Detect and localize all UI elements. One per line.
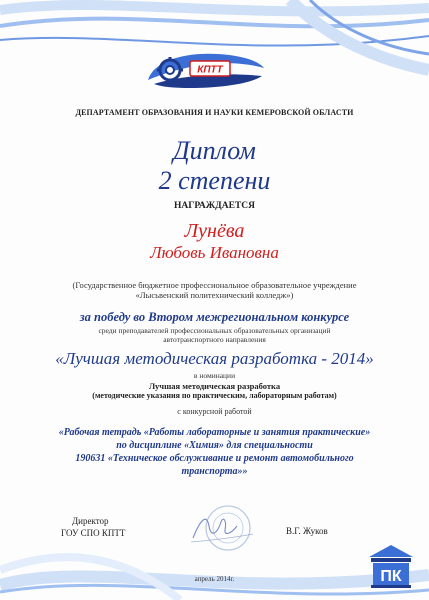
- college-logo: [140, 46, 270, 96]
- institution-line-1: (Государственное бюджетное профессиональное образовательное учреждение: [72, 280, 357, 290]
- department-name: ДЕПАРТАМЕНТ ОБРАЗОВАНИЯ И НАУКИ КЕМЕРОВСКОЙ ОБЛАСТИ: [75, 108, 354, 117]
- corner-emblem-icon: [367, 543, 415, 589]
- work-title-line-3: 190631 «Техническое обслуживание и ремонт автомобильного: [75, 453, 354, 464]
- work-title-line-2: по дисциплине «Химия» для специальности: [116, 440, 313, 451]
- victory-text: за победу во Втором межрегиональном конкурсе: [79, 310, 350, 324]
- nomination-line-1: Лучшая методическая разработка: [148, 381, 281, 391]
- signer-organization: ГОУ СПО КПТТ: [61, 528, 126, 538]
- contest-name: «Лучшая методическая разработка - 2014»: [55, 349, 374, 368]
- recipient-names: Любовь Ивановна: [150, 243, 279, 262]
- recipient-surname: Лунёва: [184, 220, 245, 242]
- participants-line-2: автотранспортного направления: [163, 335, 266, 344]
- participants-line-1: среди преподавателей профессиональных образовательных организаций: [98, 326, 331, 335]
- issue-date: апрель 2014г.: [194, 575, 235, 583]
- logo-text: КПТТ: [197, 64, 223, 76]
- diploma-title: Диплом: [173, 136, 256, 165]
- work-title-line-1: «Рабочая тетрадь «Работы лабораторные и занятия практические»: [58, 427, 371, 438]
- corner-logo-text: ПК: [380, 568, 402, 585]
- nomination-line-2: (методические указания по практическим, лабораторным работам): [92, 391, 337, 400]
- competition-work-label: с конкурсной работой: [177, 407, 252, 416]
- nomination-label: в номинации: [193, 371, 236, 380]
- signature-stamp: [183, 500, 261, 556]
- diploma-degree: 2 степени: [158, 166, 271, 195]
- work-title-line-4: транспорта»»: [181, 466, 248, 477]
- awarded-label: НАГРАЖДАЕТСЯ: [174, 201, 255, 211]
- signer-position: Директор: [72, 516, 109, 526]
- institution-line-2: «Лысьвенский политехнический колледж»): [135, 290, 294, 300]
- signer-name: В.Г. Жуков: [286, 526, 328, 536]
